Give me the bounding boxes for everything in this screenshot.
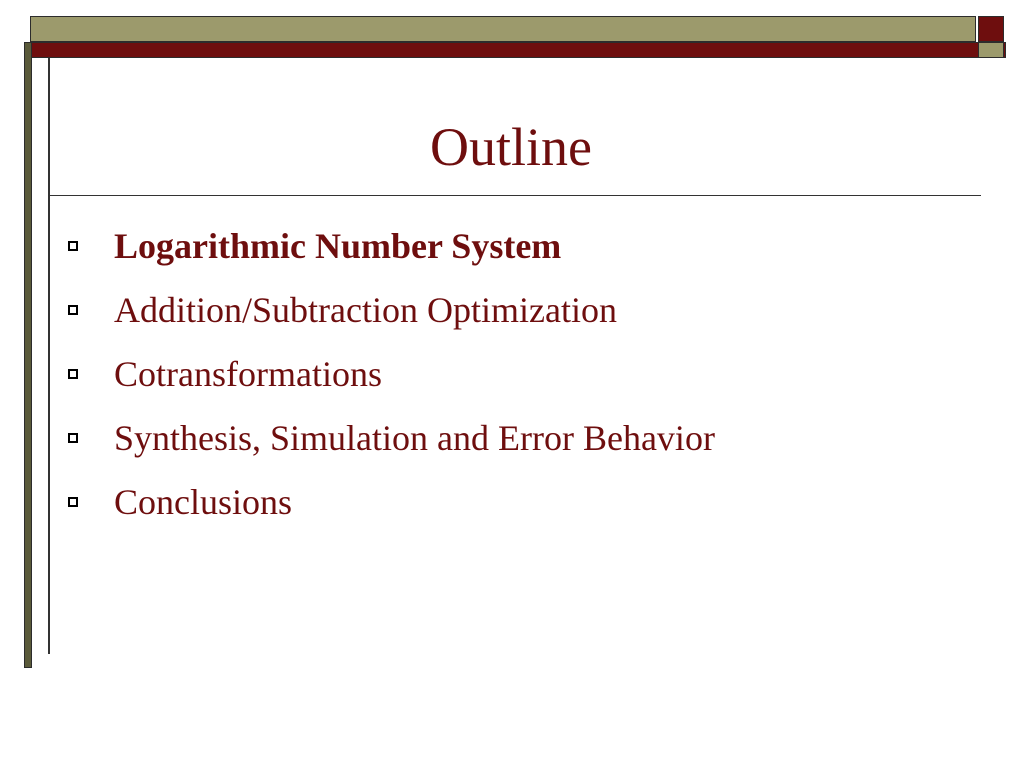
slide-title: Outline bbox=[430, 117, 592, 177]
bullet-list bbox=[68, 214, 715, 534]
bullet-item bbox=[68, 406, 715, 470]
bullet-text: Logarithmic Number System bbox=[114, 226, 562, 266]
header-maroon-square bbox=[978, 16, 1004, 42]
bullet-text: Addition/Subtraction Optimization bbox=[114, 290, 617, 330]
bullet-item bbox=[68, 470, 715, 534]
bullet-text: Conclusions bbox=[114, 482, 293, 522]
hollow-square-icon bbox=[68, 433, 78, 443]
left-vertical-bar bbox=[24, 42, 32, 668]
bullet-item bbox=[68, 278, 715, 342]
title-divider bbox=[50, 195, 981, 196]
header-olive-bar bbox=[30, 16, 976, 42]
hollow-square-icon bbox=[68, 497, 78, 507]
bullet-item bbox=[68, 342, 715, 406]
bullet-text: Synthesis, Simulation and Error Behavior bbox=[114, 418, 715, 458]
header-maroon-bar bbox=[28, 42, 1006, 58]
hollow-square-icon bbox=[68, 305, 78, 315]
bullet-text: Cotransformations bbox=[114, 354, 382, 394]
bullet-item bbox=[68, 214, 715, 278]
hollow-square-icon bbox=[68, 369, 78, 379]
hollow-square-icon bbox=[68, 241, 78, 251]
header-olive-square bbox=[978, 42, 1004, 58]
